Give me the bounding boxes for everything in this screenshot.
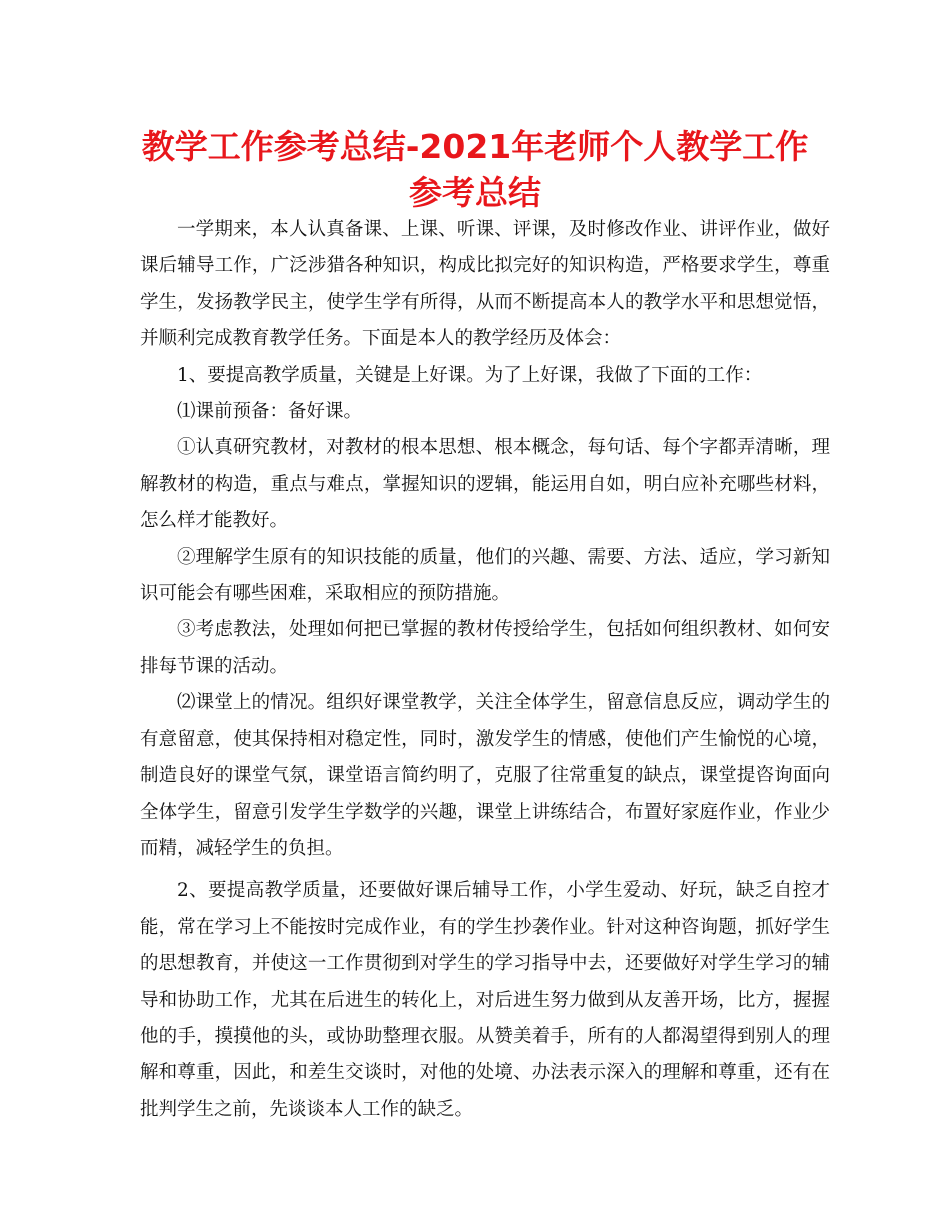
paragraph-point-2: 2、要提高教学质量，还要做好课后辅导工作，小学生爱动、好玩，缺乏自控才能，常在学习上不能按时完成作业，有的学生抄袭作业。针对这种咨询题，抓好学生的思想教育，并使这一工作贯彻到对学生的学习指导中去，还要做好对学生学习的辅导和协助工作，尤其在后进生的转化上，对后进生努力做到从友善开场，比方，握握他的手，摸摸他的头，或协助整理衣服。从赞美着手，所有的人都渴望得到别人的理解和尊重，因此，和差生交谈时，对他的处境、办法表示深入的理解和尊重，还有在批判学生之前，先谈谈本人工作的缺乏。: [140, 880, 830, 1120]
document-title: 教学工作参考总结-2021年老师个人教学工作参考总结: [141, 127, 809, 212]
paragraph-point-1: 1、要提高教学质量，关键是上好课。为了上好课，我做了下面的工作：: [177, 364, 763, 386]
paragraph-prep-item-2: ②理解学生原有的知识技能的质量，他们的兴趣、需要、方法、适应，学习新知识可能会有哪些困难，采取相应的预防措施。: [140, 546, 830, 605]
paragraph-prep-heading: ⑴课前预备：备好课。: [177, 401, 363, 423]
paragraph-prep-item-1: ①认真研究教材，对教材的根本思想、根本概念，每句话、每个字都弄清晰，理解教材的构造，重点与难点，掌握知识的逻辑，能运用自如，明白应补充哪些材料，怎么样才能教好。: [140, 437, 830, 532]
paragraph-classroom: ⑵课堂上的情况。组织好课堂教学，关注全体学生，留意信息反应，调动学生的有意留意，使其保持相对稳定性，同时，激发学生的情感，使他们产生愉悦的心境，制造良好的课堂气氛，课堂语言简约明了，克服了往常重复的缺点，课堂提咨询面向全体学生，留意引发学生学数学的兴趣，课堂上讲练结合，布置好家庭作业，作业少而精，减轻学生的负担。: [140, 692, 830, 859]
document-body: [140, 212, 830, 1128]
paragraph-intro: 一学期来，本人认真备课、上课、听课、评课，及时修改作业、讲评作业，做好课后辅导工作，广泛涉猎各种知识，构成比拟完好的知识构造，严格要求学生，尊重学生，发扬教学民主，使学生学有所得，从而不断提高本人的教学水平和思想觉悟，并顺利完成教育教学任务。下面是本人的教学经历及体会：: [140, 219, 830, 350]
paragraph-prep-item-3: ③考虑教法，处理如何把已掌握的教材传授给学生，包括如何组织教材、如何安排每节课的活动。: [140, 619, 830, 677]
